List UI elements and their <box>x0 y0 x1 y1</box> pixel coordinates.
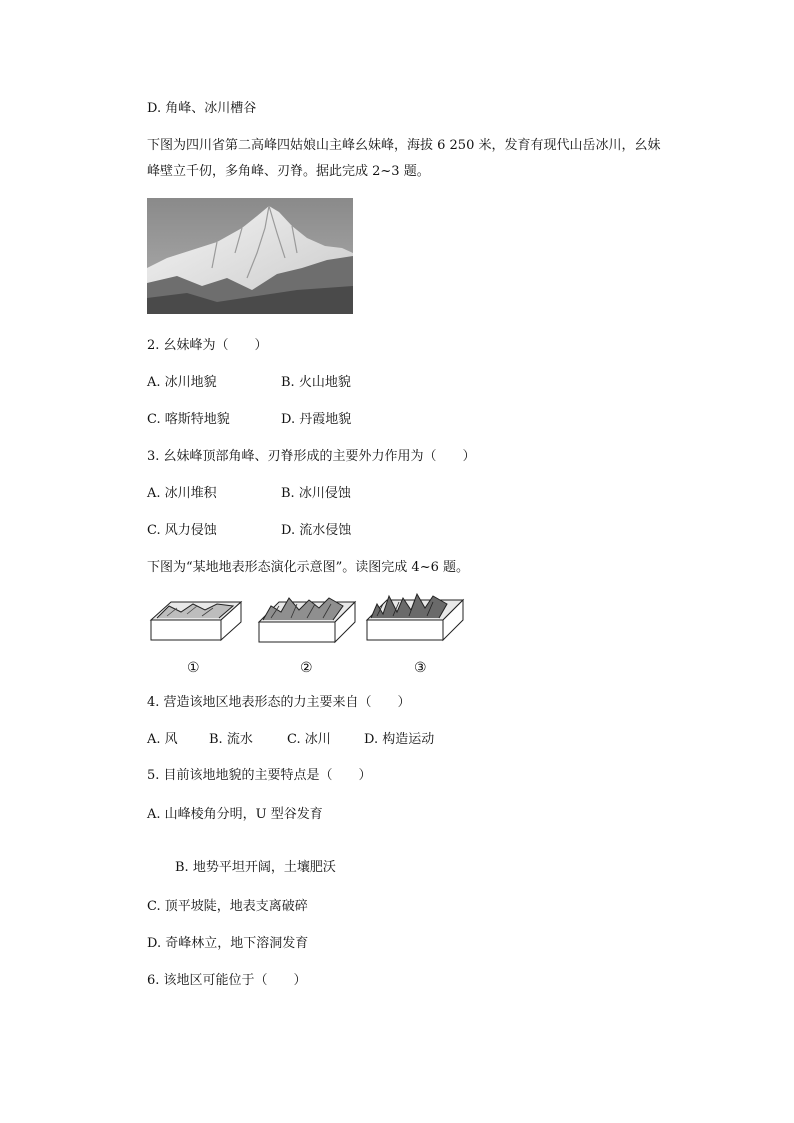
q5-option-a: A. 山峰棱角分明，U 型谷发育 <box>147 807 323 822</box>
q3-option-c: C. 风力侵蚀 <box>147 523 217 538</box>
q2-option-c: C. 喀斯特地貌 <box>147 412 230 427</box>
q3-option-b: B. 冰川侵蚀 <box>281 486 351 501</box>
q2-stem: 2. 幺妹峰为（ ） <box>147 338 268 353</box>
block-diagram-1 <box>151 602 241 640</box>
q5-option-b: B. 地势平坦开阔，土壤肥沃 <box>175 860 336 875</box>
q5-option-c: C. 顶平坡陡，地表支离破碎 <box>147 899 308 914</box>
diagram-label-1: ① <box>187 660 200 676</box>
q4-option-d: D. 构造运动 <box>364 732 435 747</box>
q1-option-d: D. 角峰、冰川槽谷 <box>147 101 257 116</box>
mountain-photo <box>147 198 353 314</box>
diagram-label-3: ③ <box>414 660 427 676</box>
q2-option-a: A. 冰川地貌 <box>147 375 217 390</box>
q4-option-a: A. 风 <box>147 732 178 747</box>
q4-stem: 4. 营造该地区地表形态的力主要来自（ ） <box>147 695 411 710</box>
q3-option-a: A. 冰川堆积 <box>147 486 217 501</box>
q4-option-c: C. 冰川 <box>287 732 331 747</box>
q2-option-b: B. 火山地貌 <box>281 375 351 390</box>
q5-option-d: D. 奇峰林立，地下溶洞发育 <box>147 936 309 951</box>
q3-stem: 3. 幺妹峰顶部角峰、刃脊形成的主要外力作用为（ ） <box>147 449 476 464</box>
intro-paragraph-2-3: 下图为四川省第二高峰四姑娘山主峰幺妹峰，海拔 6 250 米，发育有现代山岳冰川，幺妹峰壁立千仞，多角峰、刃脊。据此完成 2~3 题。 <box>147 138 661 179</box>
q3-option-d: D. 流水侵蚀 <box>281 523 352 538</box>
intro-paragraph-4-6: 下图为“某地地表形态演化示意图”。读图完成 4~6 题。 <box>147 560 469 575</box>
block-diagram-3 <box>367 594 463 640</box>
block-diagram-2 <box>259 598 355 642</box>
q6-stem: 6. 该地区可能位于（ ） <box>147 973 307 988</box>
q2-option-d: D. 丹霞地貌 <box>281 412 352 427</box>
diagram-label-2: ② <box>300 660 313 676</box>
q4-option-b: B. 流水 <box>209 732 253 747</box>
q5-stem: 5. 目前该地地貌的主要特点是（ ） <box>147 768 372 783</box>
